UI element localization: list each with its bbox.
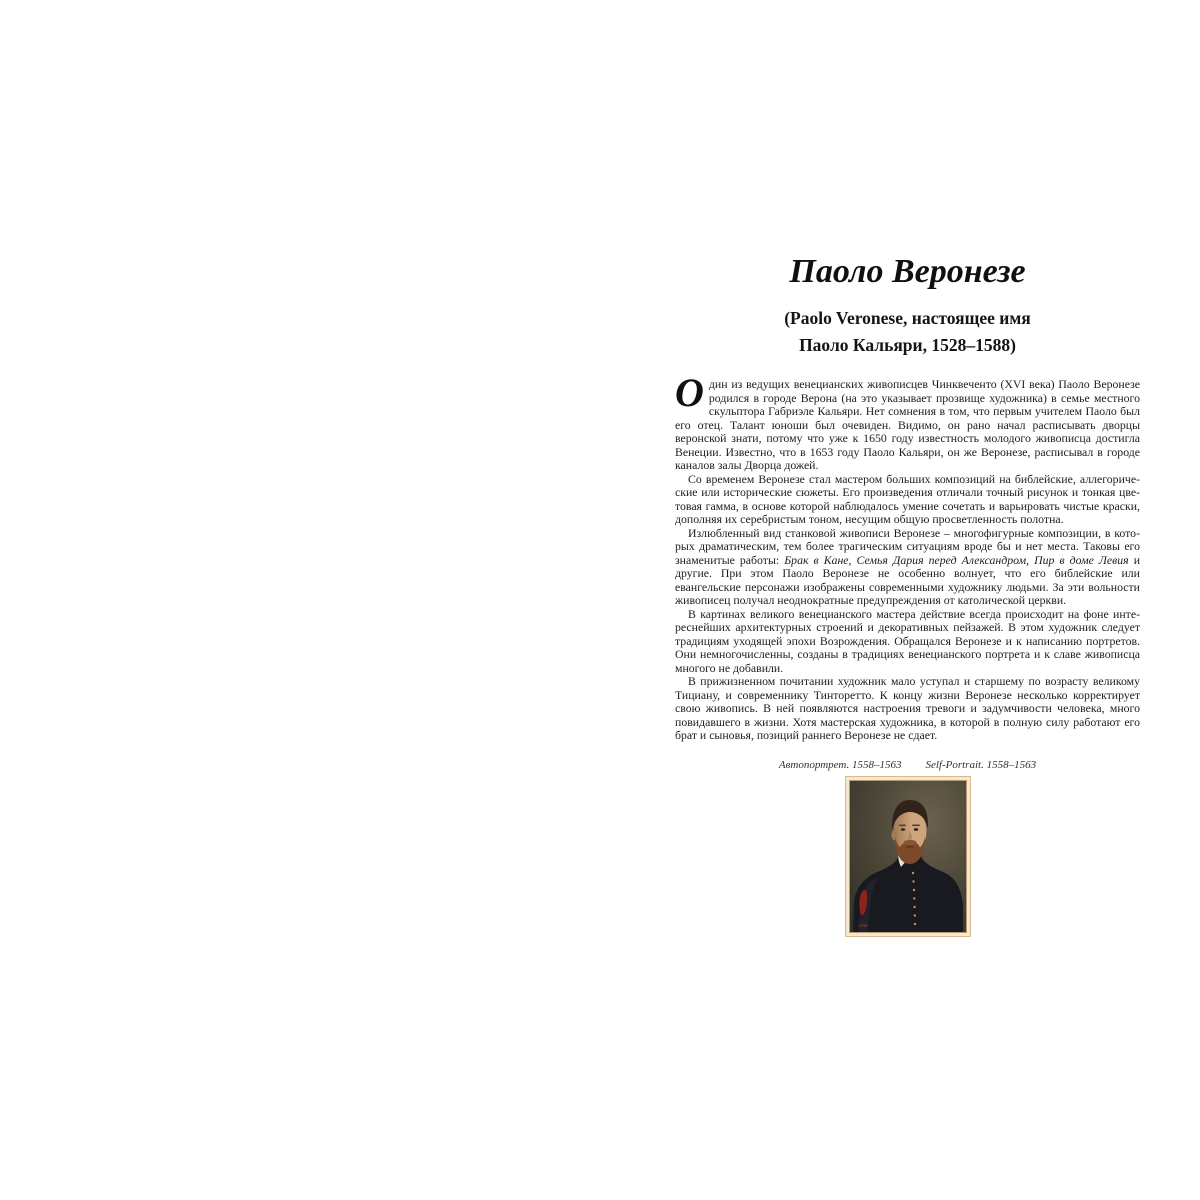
text-run: и другие. При этом Паоло Веронезе не особенно волнует, что его библейские или евангельские персонажи изображены современными художнику людьми. За эти вольности живописец получал неоднократные предупреждения от католической церкви. (675, 552, 1141, 607)
page-title: Паоло Веронезе (789, 253, 1026, 290)
text-run: дин из ведущих венецианских живописцев Чинквеченто (XVI века) Паоло Веронезе родился в городе Верона (на это указывает прозвище художника) в семье местного скульптора Габриэле Кальяри. Нет сомнения в том, что первым учителем Паоло был его отец. Талант юноши был очевиден. Видимо, он рано начал расписывать дворцы веронской знати, потому что уже к 1650 году известность молодого живописца достигла Венеции. Известно, что в 1653 году Паоло Кальяри, он же Веронезе, расписывал в городе каналов залы Дворца дожей. (675, 377, 1140, 472)
drop-cap-letter: О (675, 370, 704, 415)
artwork-caption (675, 759, 1140, 771)
portrait-frame (845, 776, 971, 937)
text-run: В прижизненном почитании художник мало уступал и старшему по возрасту великому Тициану, и современнику Тинторетто. К концу жизни Веронезе несколько корректирует свою живопись. В ней появляются настроения тревоги и задумчивости человека, много повидавшего в жизни. Хотя мастерская художника, в которой в полную силу работают его брат и сыновья, позиций раннего Веронезе не сдает. (675, 674, 1140, 742)
article-column (675, 252, 1140, 937)
artwork-title-run: Брак в Кане, Семья Дария перед Александром, Пир в доме Левия (784, 552, 1129, 567)
paragraph (675, 675, 1140, 743)
text-run: В картинах великого венецианского мастера действие всегда происходит на фоне интереснейших архитектурных строений и декоративных пейзажей. В этом художник следует традициям уходящей эпохи Возрождения. Обращался Веронезе и к написанию портретов. Они немногочисленны, созданы в традициях венецианского портрета и к славе живописца многого не добавили. (675, 606, 1140, 675)
painting-signature: 1558 (857, 922, 867, 928)
article-body (675, 370, 1141, 743)
caption-russian: Автопортрет. 1558–1563 (778, 758, 902, 771)
paragraph (675, 608, 1140, 676)
page-subtitle (675, 305, 1140, 359)
paragraph (675, 370, 1140, 473)
text-run: Со временем Веронезе стал мастером больших композиций на библейские, аллегорические или исторические сюжеты. Его произведения отличали точный рисунок и тонкая цветовая гамма, в основе которой наблюдалось умение сочетать и варьировать чистые краски, дополняя их серебристым тоном, несущим общую просветленность полотна. (675, 471, 1140, 526)
subtitle-line-1: (Paolo Veronese, настоящее имя (784, 308, 1031, 328)
paragraph (675, 473, 1140, 527)
self-portrait-painting (849, 780, 967, 933)
caption-english: Self-Portrait. 1558–1563 (925, 758, 1037, 771)
paragraph (675, 527, 1140, 608)
text-run: Излюбленный вид станковой живописи Веронезе – многофигурные композиции, в которых драматическим, тем более трагическим ситуациям вроде бы и нет места. Таковы его знаменитые работы: (675, 525, 1140, 567)
subtitle-line-2: Паоло Кальяри, 1528–1588) (799, 335, 1016, 355)
portrait-row (675, 776, 1140, 937)
